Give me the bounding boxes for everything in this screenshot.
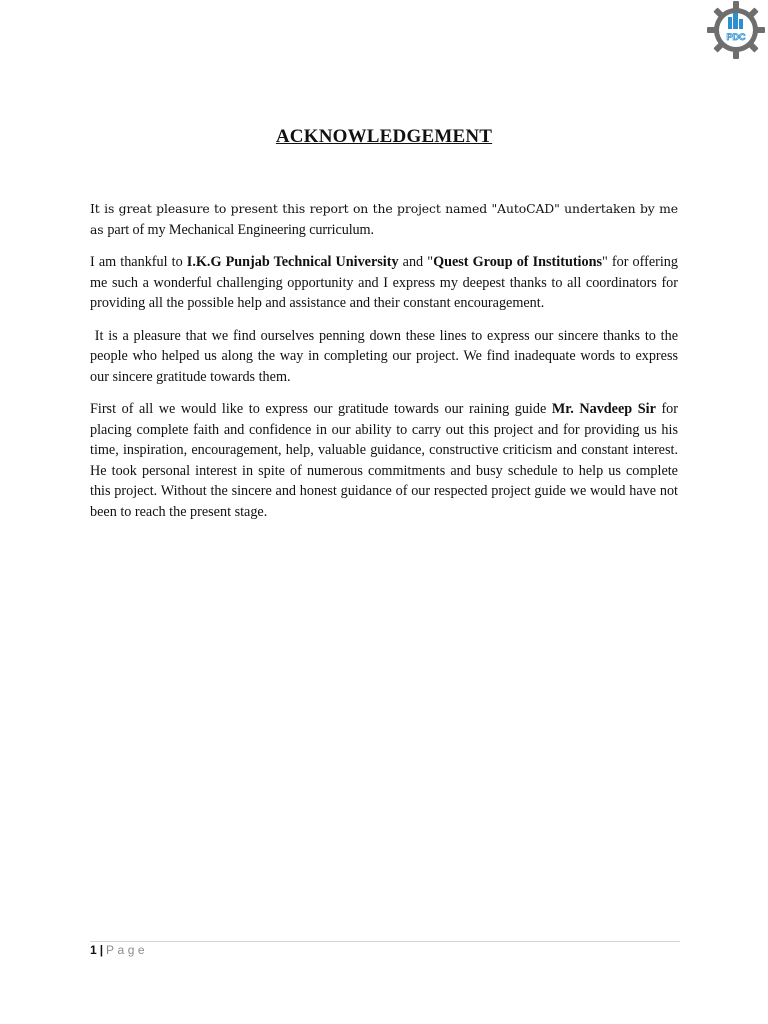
paragraph-2-text-c: and " <box>398 254 434 270</box>
paragraph-2-text-a: I am thankful to <box>90 254 187 270</box>
paragraph-1-line-2: part of my Mechanical Engineering curriculum. <box>107 221 374 238</box>
paragraph-1-line-1: It is great pleasure to present this report on the project named "AutoCAD" undertaken by me as <box>90 201 678 237</box>
paragraph-1 <box>90 199 678 240</box>
guide-name: Mr. Navdeep Sir <box>551 401 656 417</box>
footer-divider <box>90 941 680 942</box>
acknowledgement-body <box>90 199 682 534</box>
page-number: 1 <box>90 943 97 957</box>
paragraph-2 <box>90 252 678 314</box>
page-label: Page <box>106 943 149 957</box>
paragraph-2-text-e: " for offering me such a wonderful challenging opportunity and I express my deepest thanks to all coordinators for providing all the possible help and assistance and their constant encouragement. <box>90 254 678 311</box>
footer-separator: | <box>99 943 104 957</box>
university-name: I.K.G Punjab Technical University <box>186 254 399 270</box>
institution-name: Quest Group of Institutions <box>433 254 603 270</box>
paragraph-4 <box>90 399 678 522</box>
paragraph-3: It is a pleasure that we find ourselves penning down these lines to express our sincere thanks to the people who helped us along the way in completing our project. We find inadequate words to express our sincere gratitude towards them. <box>90 327 682 385</box>
page-footer <box>90 943 148 957</box>
logo-text: PDC <box>726 32 746 42</box>
page-title: ACKNOWLEDGEMENT <box>275 126 493 147</box>
paragraph-4-text-c: for placing complete faith and confidence in our ability to carry out this project and for providing us his time, inspiration, encouragement, help, valuable guidance, constructive criticism and constant interest. He took personal interest in spite of numerous commitments and busy schedule to help us complete this project. Without the sincere and honest guidance of our respected project guide we would have not been to reach the present stage. <box>90 401 678 520</box>
pdc-logo <box>706 0 766 60</box>
paragraph-4-text-a: First of all we would like to express our gratitude towards our raining guide <box>90 401 552 417</box>
gear-icon <box>707 1 765 59</box>
